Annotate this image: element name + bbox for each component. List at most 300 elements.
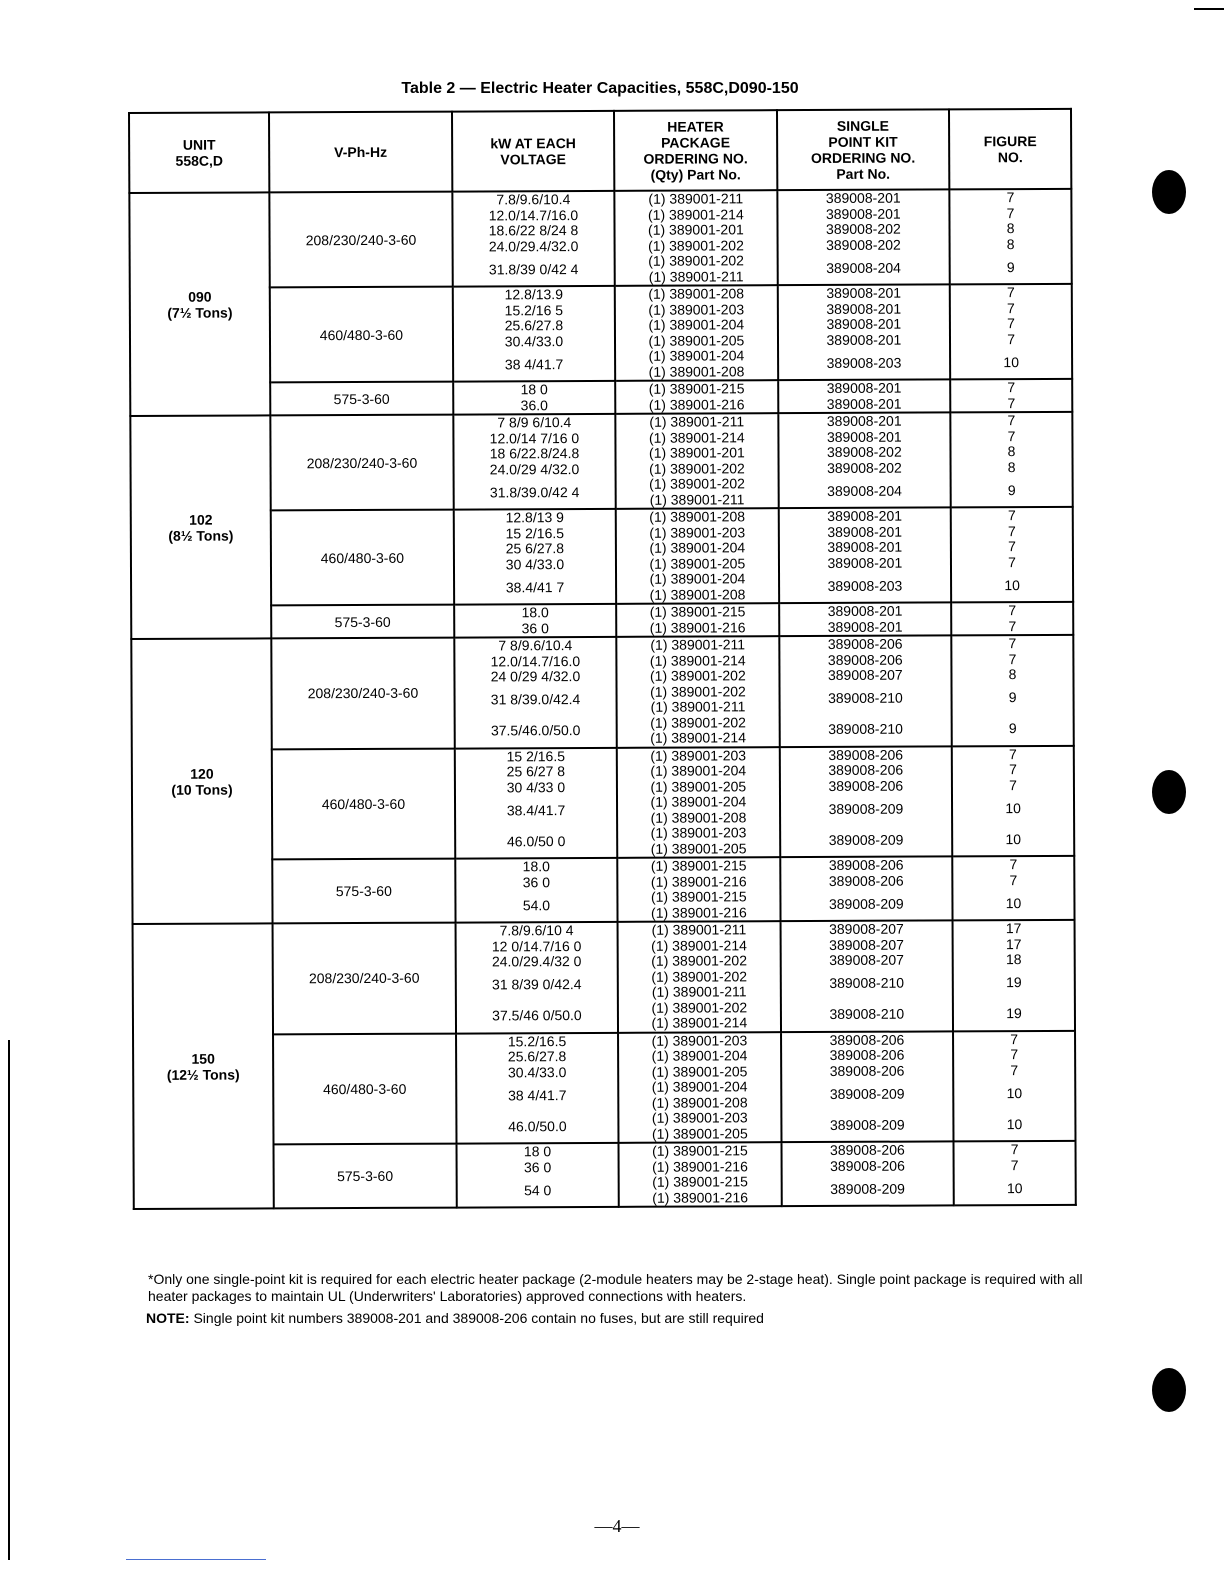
single-point-part: 389008-201 xyxy=(827,507,903,524)
heater-package-cell xyxy=(615,190,778,286)
figure-number: 7 xyxy=(1008,602,1017,619)
kw-cell xyxy=(456,1032,619,1143)
figure-cell xyxy=(952,745,1074,856)
heater-part-number: (1) 389001-208 xyxy=(648,362,745,380)
heater-part-group xyxy=(623,874,775,890)
heater-part-list xyxy=(650,794,746,825)
vph-cell: 575-3-60 xyxy=(272,859,455,924)
figure-cell xyxy=(951,635,1073,746)
kw-value: 30.4/33.0 xyxy=(504,332,564,349)
header-heater-line: ORDERING NO. xyxy=(643,150,748,167)
figure-stack xyxy=(955,380,1067,411)
heater-part-list xyxy=(652,1048,748,1064)
single-point-cell xyxy=(778,412,951,508)
kw-stack xyxy=(461,1144,614,1207)
heater-part-group xyxy=(621,430,773,446)
heater-part-number: (1) 389001-203 xyxy=(648,300,745,318)
vph-cell: 460/480-3-60 xyxy=(271,510,454,606)
heater-part-number: (1) 389001-202 xyxy=(648,236,744,254)
heater-part-list xyxy=(648,333,744,349)
heater-part-number: (1) 389001-211 xyxy=(648,267,744,285)
heater-package-cell xyxy=(618,921,781,1032)
vph-cell: 208/230/240-3-60 xyxy=(269,192,452,288)
heater-stack xyxy=(620,381,773,413)
header-unit-line: 558C,D xyxy=(175,152,224,169)
figure-number: 8 xyxy=(1008,666,1017,683)
kw-value: 54.0 xyxy=(522,896,551,914)
figure-number: 7 xyxy=(1009,761,1017,778)
heater-package-cell xyxy=(615,380,778,414)
figure-stack xyxy=(955,413,1067,506)
heater-part-group xyxy=(621,414,773,430)
note-text: Single point kit numbers 389008-201 and 389008-206 contain no fuses, but are still required xyxy=(193,1310,764,1326)
single-point-stack xyxy=(784,747,947,856)
figure-stack xyxy=(955,285,1067,378)
figure-number: 7 xyxy=(1008,617,1017,634)
punch-hole-icon xyxy=(1152,1368,1186,1412)
kw-value: 18.6/22 8/24 8 xyxy=(488,222,579,239)
figure-number: 7 xyxy=(1010,1141,1019,1158)
heater-part-group xyxy=(620,397,772,413)
corner-mark xyxy=(1194,8,1224,10)
figure-number: 7 xyxy=(1007,507,1016,524)
heater-part-number: (1) 389001-203 xyxy=(650,824,747,841)
kw-stack xyxy=(458,287,611,381)
heater-stack xyxy=(620,191,773,285)
figure-number: 10 xyxy=(1004,576,1020,593)
single-point-stack xyxy=(784,636,947,745)
heater-part-list xyxy=(652,1110,748,1141)
heater-part-number: (1) 389001-202 xyxy=(651,952,748,969)
figure-number: 7 xyxy=(1006,299,1015,316)
heater-part-list xyxy=(650,620,746,636)
figure-number: 7 xyxy=(1007,315,1015,332)
kw-stack xyxy=(461,1033,614,1142)
vph-cell: 460/480-3-60 xyxy=(270,287,453,383)
heater-part-list xyxy=(649,445,745,461)
vph-cell: 575-3-60 xyxy=(274,1144,457,1209)
kw-value: 18 0 xyxy=(520,381,548,398)
figure-number: 7 xyxy=(1007,394,1016,411)
figure-number: 7 xyxy=(1010,1046,1019,1063)
figure-number: 7 xyxy=(1007,379,1016,396)
heater-part-group xyxy=(623,969,776,1001)
figure-number: 17 xyxy=(1005,920,1022,937)
heater-part-group xyxy=(622,748,774,764)
heater-part-number: (1) 389001-205 xyxy=(651,1124,748,1142)
figure-number: 8 xyxy=(1007,443,1016,460)
heater-stack xyxy=(621,509,774,603)
single-point-stack xyxy=(783,508,946,602)
single-point-part: 389008-201 xyxy=(825,189,901,206)
single-point-stack xyxy=(783,413,946,507)
figure-number: 7 xyxy=(1009,871,1018,888)
heater-part-number: (1) 389001-211 xyxy=(650,698,746,715)
heater-part-list xyxy=(649,430,745,446)
figure-number: 7 xyxy=(1010,1061,1019,1078)
header-vph-line: V-Ph-Hz xyxy=(334,143,388,161)
kw-value: 18.0 xyxy=(521,604,549,621)
single-point-cell xyxy=(780,856,953,921)
heater-part-number: (1) 389001-203 xyxy=(651,1109,748,1126)
single-point-part: 389008-207 xyxy=(829,951,904,968)
heater-part-number: (1) 389001-215 xyxy=(650,888,747,905)
kw-value: 24 0/29 4/32.0 xyxy=(490,668,581,685)
heater-part-number: (1) 389001-202 xyxy=(648,252,744,269)
heater-part-number: (1) 389001-208 xyxy=(651,1093,748,1111)
header-heater-line: HEATER xyxy=(667,118,724,135)
header-figure xyxy=(949,109,1071,190)
heater-part-list xyxy=(650,637,745,653)
kw-cell xyxy=(454,509,617,605)
kw-cell xyxy=(455,922,618,1033)
heater-part-group xyxy=(621,556,773,572)
heater-part-group xyxy=(621,571,774,603)
kw-value: 36 0 xyxy=(521,619,549,636)
figure-number: 9 xyxy=(1008,689,1017,706)
heater-part-number: (1) 389001-211 xyxy=(651,983,747,1000)
unit-code: 120 xyxy=(190,765,214,782)
single-point-part: 389008-210 xyxy=(829,1005,905,1023)
heater-part-group xyxy=(622,763,774,779)
kw-stack xyxy=(457,192,610,286)
header-figure-line: NO. xyxy=(997,149,1023,166)
header-figure-line: FIGURE xyxy=(983,133,1037,150)
heater-part-list xyxy=(652,1174,748,1205)
heater-part-group xyxy=(621,620,773,636)
heater-part-group xyxy=(620,238,772,254)
single-point-part: 389008-210 xyxy=(828,720,903,738)
figure-number: 7 xyxy=(1008,745,1017,762)
kw-value: 30.4/33.0 xyxy=(507,1063,567,1080)
heater-part-group xyxy=(624,1143,776,1159)
figure-number: 8 xyxy=(1006,220,1015,237)
single-point-part: 389008-201 xyxy=(827,538,903,555)
heater-part-group xyxy=(620,191,772,207)
heater-part-list xyxy=(648,253,744,284)
heater-part-group xyxy=(624,1159,776,1175)
heater-part-group xyxy=(620,207,772,223)
heater-part-group xyxy=(621,461,773,477)
heater-part-list xyxy=(650,748,746,764)
figure-number: 8 xyxy=(1006,235,1015,252)
kw-value: 12 0/14.7/16 0 xyxy=(491,937,582,954)
kw-value: 38 4/41.7 xyxy=(504,355,564,373)
single-point-part: 389008-209 xyxy=(829,1116,905,1133)
kw-value: 12.8/13 9 xyxy=(505,509,564,526)
single-point-part: 389008-206 xyxy=(828,856,904,873)
heater-part-list xyxy=(648,222,744,238)
unit-code: 150 xyxy=(191,1050,215,1067)
heater-package-cell xyxy=(616,508,779,604)
heater-part-number: (1) 389001-205 xyxy=(650,839,747,857)
heater-part-number: (1) 389001-204 xyxy=(649,539,746,556)
heater-part-list xyxy=(651,953,747,969)
heater-part-group xyxy=(621,476,774,508)
single-point-part: 389008-201 xyxy=(825,205,901,222)
figure-stack xyxy=(959,1142,1071,1204)
single-point-part: 389008-206 xyxy=(828,777,904,794)
heater-part-number: (1) 389001-201 xyxy=(647,221,744,238)
heater-part-list xyxy=(652,1079,748,1110)
single-point-part: 389008-201 xyxy=(826,428,902,445)
kw-value: 46.0/50.0 xyxy=(508,1117,567,1135)
table-row xyxy=(130,412,1072,511)
table-row xyxy=(131,635,1073,750)
figure-number: 7 xyxy=(1006,284,1015,301)
heater-part-list xyxy=(650,653,746,669)
single-point-stack xyxy=(782,285,945,379)
figure-cell xyxy=(950,379,1072,413)
unit-tons: (8½ Tons) xyxy=(168,527,234,544)
single-point-stack xyxy=(782,190,945,284)
heater-part-number: (1) 389001-208 xyxy=(649,508,746,525)
kw-value: 36 0 xyxy=(522,873,551,890)
single-point-cell xyxy=(778,379,951,413)
heater-part-group xyxy=(624,1174,777,1206)
heater-part-list xyxy=(649,476,745,507)
heater-part-number: (1) 389001-201 xyxy=(648,444,745,461)
note xyxy=(146,1310,1096,1326)
figure-cell xyxy=(950,412,1072,508)
single-point-cell xyxy=(779,746,952,857)
heater-table-wrap xyxy=(128,108,1077,1210)
heater-part-list xyxy=(651,889,747,920)
heater-part-number: (1) 389001-204 xyxy=(649,570,746,587)
heater-part-group xyxy=(623,938,775,954)
figure-number: 18 xyxy=(1005,951,1022,968)
heater-package-cell xyxy=(617,747,780,858)
table-row xyxy=(130,284,1072,383)
single-point-part: 389008-201 xyxy=(826,379,902,396)
heater-part-list xyxy=(649,397,745,413)
figure-number: 7 xyxy=(1010,1156,1019,1173)
heater-part-group xyxy=(620,333,772,349)
figure-number: 7 xyxy=(1009,856,1018,873)
table-row xyxy=(133,1030,1075,1145)
single-point-part: 389008-201 xyxy=(826,284,902,301)
heater-part-number: (1) 389001-204 xyxy=(651,1078,748,1095)
vph-cell: 460/480-3-60 xyxy=(273,1033,456,1144)
heater-part-list xyxy=(651,1000,747,1031)
figure-number: 7 xyxy=(1010,1030,1019,1047)
heater-part-number: (1) 389001-204 xyxy=(651,1047,748,1064)
vph-cell: 575-3-60 xyxy=(270,382,453,416)
heater-part-list xyxy=(651,938,747,954)
heater-part-number: (1) 389001-202 xyxy=(649,459,745,477)
figure-stack xyxy=(957,857,1069,919)
unit-tons: (12½ Tons) xyxy=(166,1066,240,1083)
heater-part-number: (1) 389001-211 xyxy=(651,921,747,938)
heater-part-number: (1) 389001-211 xyxy=(650,636,746,653)
single-point-part: 389008-206 xyxy=(829,1062,905,1079)
heater-part-list xyxy=(651,858,747,874)
single-point-part: 389008-201 xyxy=(826,331,902,348)
punch-hole-icon xyxy=(1152,770,1186,814)
figure-number: 9 xyxy=(1008,720,1017,737)
single-point-cell xyxy=(777,189,950,285)
heater-part-number: (1) 389001-204 xyxy=(648,316,745,333)
kw-value: 18.0 xyxy=(522,858,550,875)
unit-cell xyxy=(133,923,274,1209)
figure-number: 7 xyxy=(1007,412,1016,429)
heater-part-list xyxy=(650,763,746,779)
kw-stack xyxy=(459,510,612,604)
kw-value: 25.6/27.8 xyxy=(504,317,564,334)
heater-package-cell xyxy=(618,1032,781,1143)
heater-part-group xyxy=(621,637,773,653)
heater-part-list xyxy=(652,1064,748,1080)
single-point-part: 389008-201 xyxy=(826,315,902,332)
heater-part-number: (1) 389001-204 xyxy=(648,347,745,364)
figure-number: 7 xyxy=(1009,776,1017,793)
single-point-part: 389008-202 xyxy=(826,236,901,253)
heater-part-number: (1) 389001-215 xyxy=(649,603,746,620)
single-point-part: 389008-202 xyxy=(827,459,902,476)
heater-part-number: (1) 389001-204 xyxy=(650,762,747,779)
single-point-stack xyxy=(785,857,948,920)
heater-part-group xyxy=(621,540,773,556)
heater-stack xyxy=(622,858,775,921)
kw-stack xyxy=(460,923,613,1032)
heater-part-list xyxy=(652,922,747,938)
kw-value: 7.8/9.6/10 4 xyxy=(499,922,574,939)
figure-cell xyxy=(951,602,1073,636)
heater-part-group xyxy=(623,1048,775,1064)
unit-cell xyxy=(131,638,272,924)
heater-part-list xyxy=(652,1033,748,1049)
kw-cell xyxy=(455,858,618,923)
kw-value: 38.4/41.7 xyxy=(506,801,566,819)
heater-part-number: (1) 389001-214 xyxy=(647,205,744,223)
heater-part-list xyxy=(649,381,745,397)
figure-number: 19 xyxy=(1006,1005,1022,1022)
kw-value: 18 0 xyxy=(523,1143,552,1160)
heater-part-number: (1) 389001-216 xyxy=(652,1157,748,1175)
figure-stack xyxy=(956,508,1068,601)
kw-cell xyxy=(452,191,615,287)
kw-value: 15 2/16.5 xyxy=(506,747,566,764)
heater-part-number: (1) 389001-205 xyxy=(649,554,746,572)
heater-part-number: (1) 389001-202 xyxy=(649,475,745,492)
kw-value: 12.0/14 7/16 0 xyxy=(489,429,580,446)
heater-part-group xyxy=(623,1079,776,1111)
heater-part-number: (1) 389001-216 xyxy=(652,1188,749,1206)
figure-cell xyxy=(953,1030,1075,1141)
kw-value: 15.2/16.5 xyxy=(507,1032,567,1049)
heater-part-group xyxy=(621,509,773,525)
heater-part-number: (1) 389001-216 xyxy=(650,903,747,921)
unit-code: 102 xyxy=(189,511,213,528)
header-single-point xyxy=(777,109,950,190)
unit-tons: (7½ Tons) xyxy=(167,304,233,321)
heater-part-group xyxy=(620,286,772,302)
heater-part-group xyxy=(620,348,773,380)
single-point-part: 389008-209 xyxy=(830,1180,905,1197)
heater-part-group xyxy=(623,953,775,969)
kw-value: 7 8/9 6/10.4 xyxy=(497,414,572,431)
heater-part-number: (1) 389001-215 xyxy=(652,1173,748,1190)
kw-value: 24.0/29 4/32.0 xyxy=(489,460,580,477)
heater-part-group xyxy=(622,715,775,747)
kw-value: 7 8/9.6/10.4 xyxy=(498,637,573,654)
figure-number: 7 xyxy=(1007,522,1016,539)
table-row xyxy=(133,920,1075,1035)
kw-value: 15 2/16.5 xyxy=(505,524,565,541)
table-row xyxy=(131,507,1073,606)
heater-part-number: (1) 389001-214 xyxy=(650,729,747,746)
vph-cell: 208/230/240-3-60 xyxy=(270,415,453,511)
single-point-part: 389008-206 xyxy=(829,1046,905,1063)
kw-value: 30 4/33 0 xyxy=(506,778,566,795)
heater-stack xyxy=(624,1143,777,1206)
single-point-part: 389008-206 xyxy=(827,651,903,668)
heater-part-group xyxy=(622,858,774,874)
heater-part-group xyxy=(623,889,776,921)
figure-number: 7 xyxy=(1006,189,1015,206)
heater-part-list xyxy=(651,874,747,890)
heater-part-number: (1) 389001-202 xyxy=(649,667,746,684)
single-point-part: 389008-207 xyxy=(829,920,904,937)
footnote: *Only one single-point kit is required for each electric heater package (2-module heaters may be 2-stage heat). Single point package is required with all heater packages to maintain UL (Underwriters' Laboratories) approved connections with heaters. xyxy=(148,1271,1083,1304)
heater-part-number: (1) 389001-214 xyxy=(651,1014,748,1031)
heater-package-cell xyxy=(615,285,778,381)
heater-part-list xyxy=(650,715,746,746)
heater-part-list xyxy=(652,1159,748,1175)
heater-part-group xyxy=(623,1064,775,1080)
figure-number: 10 xyxy=(1003,353,1019,370)
single-point-stack xyxy=(783,380,946,412)
heater-part-number: (1) 389001-204 xyxy=(650,793,747,810)
single-point-part: 389008-201 xyxy=(827,618,903,635)
kw-value: 12.8/13.9 xyxy=(504,286,564,303)
vph-cell: 208/230/240-3-60 xyxy=(273,923,456,1034)
kw-cell xyxy=(454,637,617,748)
single-point-part: 389008-206 xyxy=(828,761,904,778)
figure-number: 7 xyxy=(1008,538,1016,555)
header-heater-package xyxy=(614,110,777,191)
single-point-part: 389008-206 xyxy=(829,1031,905,1048)
unit-cell xyxy=(130,415,271,639)
figure-number: 8 xyxy=(1007,458,1016,475)
kw-stack xyxy=(460,748,613,857)
single-point-part: 389008-202 xyxy=(826,443,902,460)
figure-stack xyxy=(957,746,1069,855)
heater-part-number: (1) 389001-214 xyxy=(649,651,746,669)
figure-number: 17 xyxy=(1005,935,1022,952)
kw-value: 36.0 xyxy=(520,396,548,413)
kw-value: 25 6/27.8 xyxy=(505,540,565,557)
single-point-part: 389008-207 xyxy=(827,666,903,683)
unit-tons: (10 Tons) xyxy=(171,781,233,798)
single-point-cell xyxy=(780,920,953,1031)
figure-number: 10 xyxy=(1006,1179,1023,1196)
heater-part-group xyxy=(620,317,772,333)
heater-part-number: (1) 389001-208 xyxy=(649,585,746,603)
single-point-cell xyxy=(779,602,952,636)
single-point-part: 389008-203 xyxy=(826,354,902,371)
kw-value: 24.0/29.4/32.0 xyxy=(488,237,579,254)
figure-cell xyxy=(954,1141,1076,1206)
kw-value: 30 4/33.0 xyxy=(505,555,565,572)
figure-number: 7 xyxy=(1008,635,1017,652)
heater-stack xyxy=(621,604,774,636)
kw-value: 36 0 xyxy=(523,1158,552,1175)
page-number: —4— xyxy=(594,1516,640,1536)
figure-number: 10 xyxy=(1006,1084,1023,1101)
single-point-cell xyxy=(777,284,950,380)
heater-part-group xyxy=(621,604,773,620)
